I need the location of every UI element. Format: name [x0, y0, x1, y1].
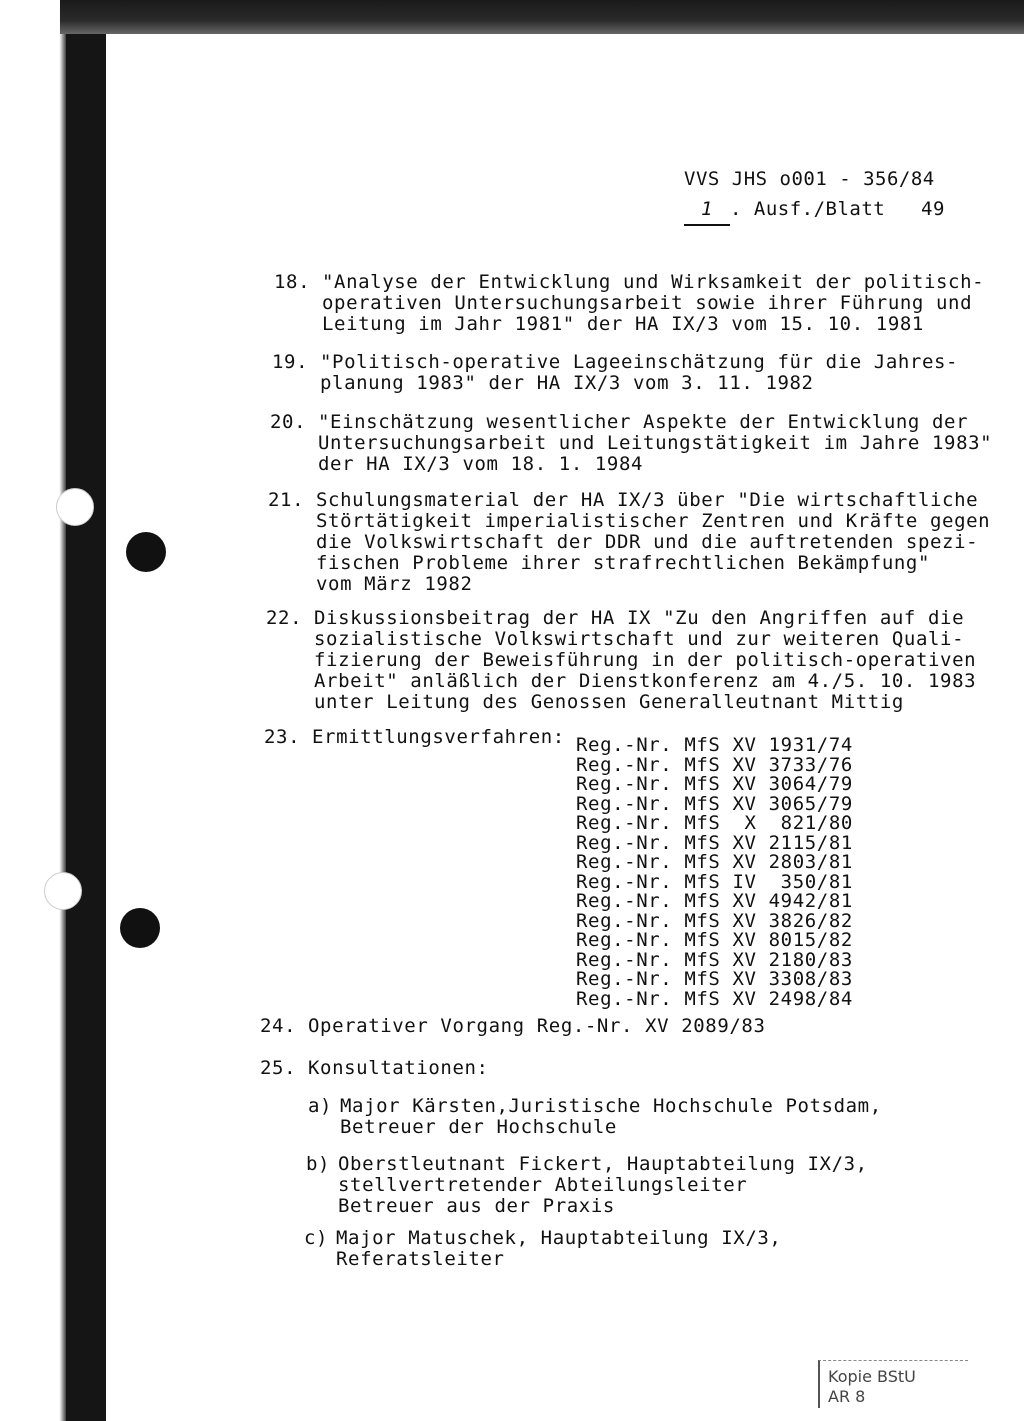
punch-hole-mark — [120, 908, 160, 948]
stamp-line: Kopie BStU — [828, 1367, 916, 1386]
item-text: "Analyse der Entwicklung und Wirksamkeit der politisch- operativen Untersuchungsarbeit sowie ihrer Führung und Leitung im Jahr 1981" der HA IX/3 vom 15. 10. 1981 — [322, 271, 985, 335]
registration-entry: Reg.-Nr. MfS XV 3065/79 — [576, 792, 853, 815]
consultation-letter: c) — [304, 1227, 329, 1249]
registration-entry: Reg.-Nr. MfS XV 4942/81 — [576, 890, 853, 912]
punch-hole — [44, 872, 82, 910]
item-number: 24. — [260, 1015, 297, 1037]
item-text: Schulungsmaterial der HA IX/3 über "Die wirtschaftliche Störtätigkeit imperialistischer Zentren und Kräfte gegen die Volkswirtschaft der DDR und die auftretenden spezi- fischen Probleme ihrer strafrechtlichen Bekämpfung" vom März 1982 — [316, 489, 991, 595]
copy-page-line — [684, 194, 945, 226]
item-number: 25. — [260, 1057, 297, 1079]
punch-hole-mark — [126, 532, 166, 572]
item-text: "Einschätzung wesentlicher Aspekte der Entwicklung der Untersuchungsarbeit und Leitungstätigkeit im Jahre 1983" der HA IX/3 vom 18. 1. 1984 — [318, 411, 993, 475]
consultation-letter: a) — [308, 1095, 333, 1117]
registration-entry: Reg.-Nr. MfS XV 2803/81 — [576, 851, 853, 873]
registration-entry: Reg.-Nr. MfS XV 3064/79 — [576, 773, 853, 795]
reference-number: VVS JHS o001 - 356/84 — [684, 168, 935, 190]
item-number: 21. — [268, 489, 305, 511]
item-text: Operativer Vorgang Reg.-Nr. XV 2089/83 — [308, 1015, 766, 1037]
registration-entry: Reg.-Nr. MfS XV 2180/83 — [576, 948, 853, 971]
registration-entry: Reg.-Nr. MfS X 821/80 — [576, 812, 853, 834]
item-text: "Politisch-operative Lageeinschätzung für die Jahres- planung 1983" der HA IX/3 vom 3. 11. 1982 — [320, 351, 959, 394]
scan-border-top — [60, 0, 1024, 34]
archive-stamp — [818, 1360, 968, 1408]
registration-entry: Reg.-Nr. MfS IV 350/81 — [576, 870, 853, 893]
consultation-letter: b) — [306, 1153, 331, 1175]
copy-label: . Ausf./Blatt — [730, 198, 886, 220]
scan-border-left-shadow — [66, 34, 106, 1421]
item-number: 18. — [274, 271, 311, 293]
item-number: 23. — [264, 726, 301, 748]
registration-entry: Reg.-Nr. MfS XV 8015/82 — [576, 929, 853, 951]
consultation-text: Major Kärsten,Juristische Hochschule Potsdam, Betreuer der Hochschule — [340, 1095, 882, 1138]
document-header — [684, 164, 945, 226]
registration-entry: Reg.-Nr. MfS XV 1931/74 — [576, 734, 853, 756]
registration-entry: Reg.-Nr. MfS XV 2115/81 — [576, 831, 853, 854]
item-text: Konsultationen: — [308, 1057, 489, 1079]
registration-entry: Reg.-Nr. MfS XV 2498/84 — [576, 987, 853, 1010]
item-text: Ermittlungsverfahren: — [312, 726, 565, 748]
registration-list — [576, 736, 853, 1009]
item-text: Diskussionsbeitrag der HA IX "Zu den Angriffen auf die sozialistische Volkswirtschaft und zur weiteren Quali- fizierung der Beweisführung in der politisch-operativen Arbeit" anläßlich der Dienstkonferenz am 4./5. 10. 1983 unter Leitung des Genossen Generalleutnant Mittig — [314, 607, 977, 713]
consultation-text: Oberstleutnant Fickert, Hauptabteilung IX/3, stellvertretender Abteilungsleiter Betreuer aus der Praxis — [338, 1153, 868, 1217]
item-number: 19. — [272, 351, 309, 373]
stamp-line: AR 8 — [828, 1387, 866, 1406]
registration-entry: Reg.-Nr. MfS XV 3826/82 — [576, 909, 853, 932]
registration-entry: Reg.-Nr. MfS XV 3733/76 — [576, 753, 853, 776]
item-number: 22. — [266, 607, 303, 629]
punch-hole — [56, 488, 94, 526]
page-number: 49 — [921, 198, 945, 220]
registration-entry: Reg.-Nr. MfS XV 3308/83 — [576, 968, 853, 990]
consultation-text: Major Matuschek, Hauptabteilung IX/3, Referatsleiter — [336, 1227, 782, 1270]
copy-number: 1 — [684, 194, 730, 226]
item-number: 20. — [270, 411, 307, 433]
